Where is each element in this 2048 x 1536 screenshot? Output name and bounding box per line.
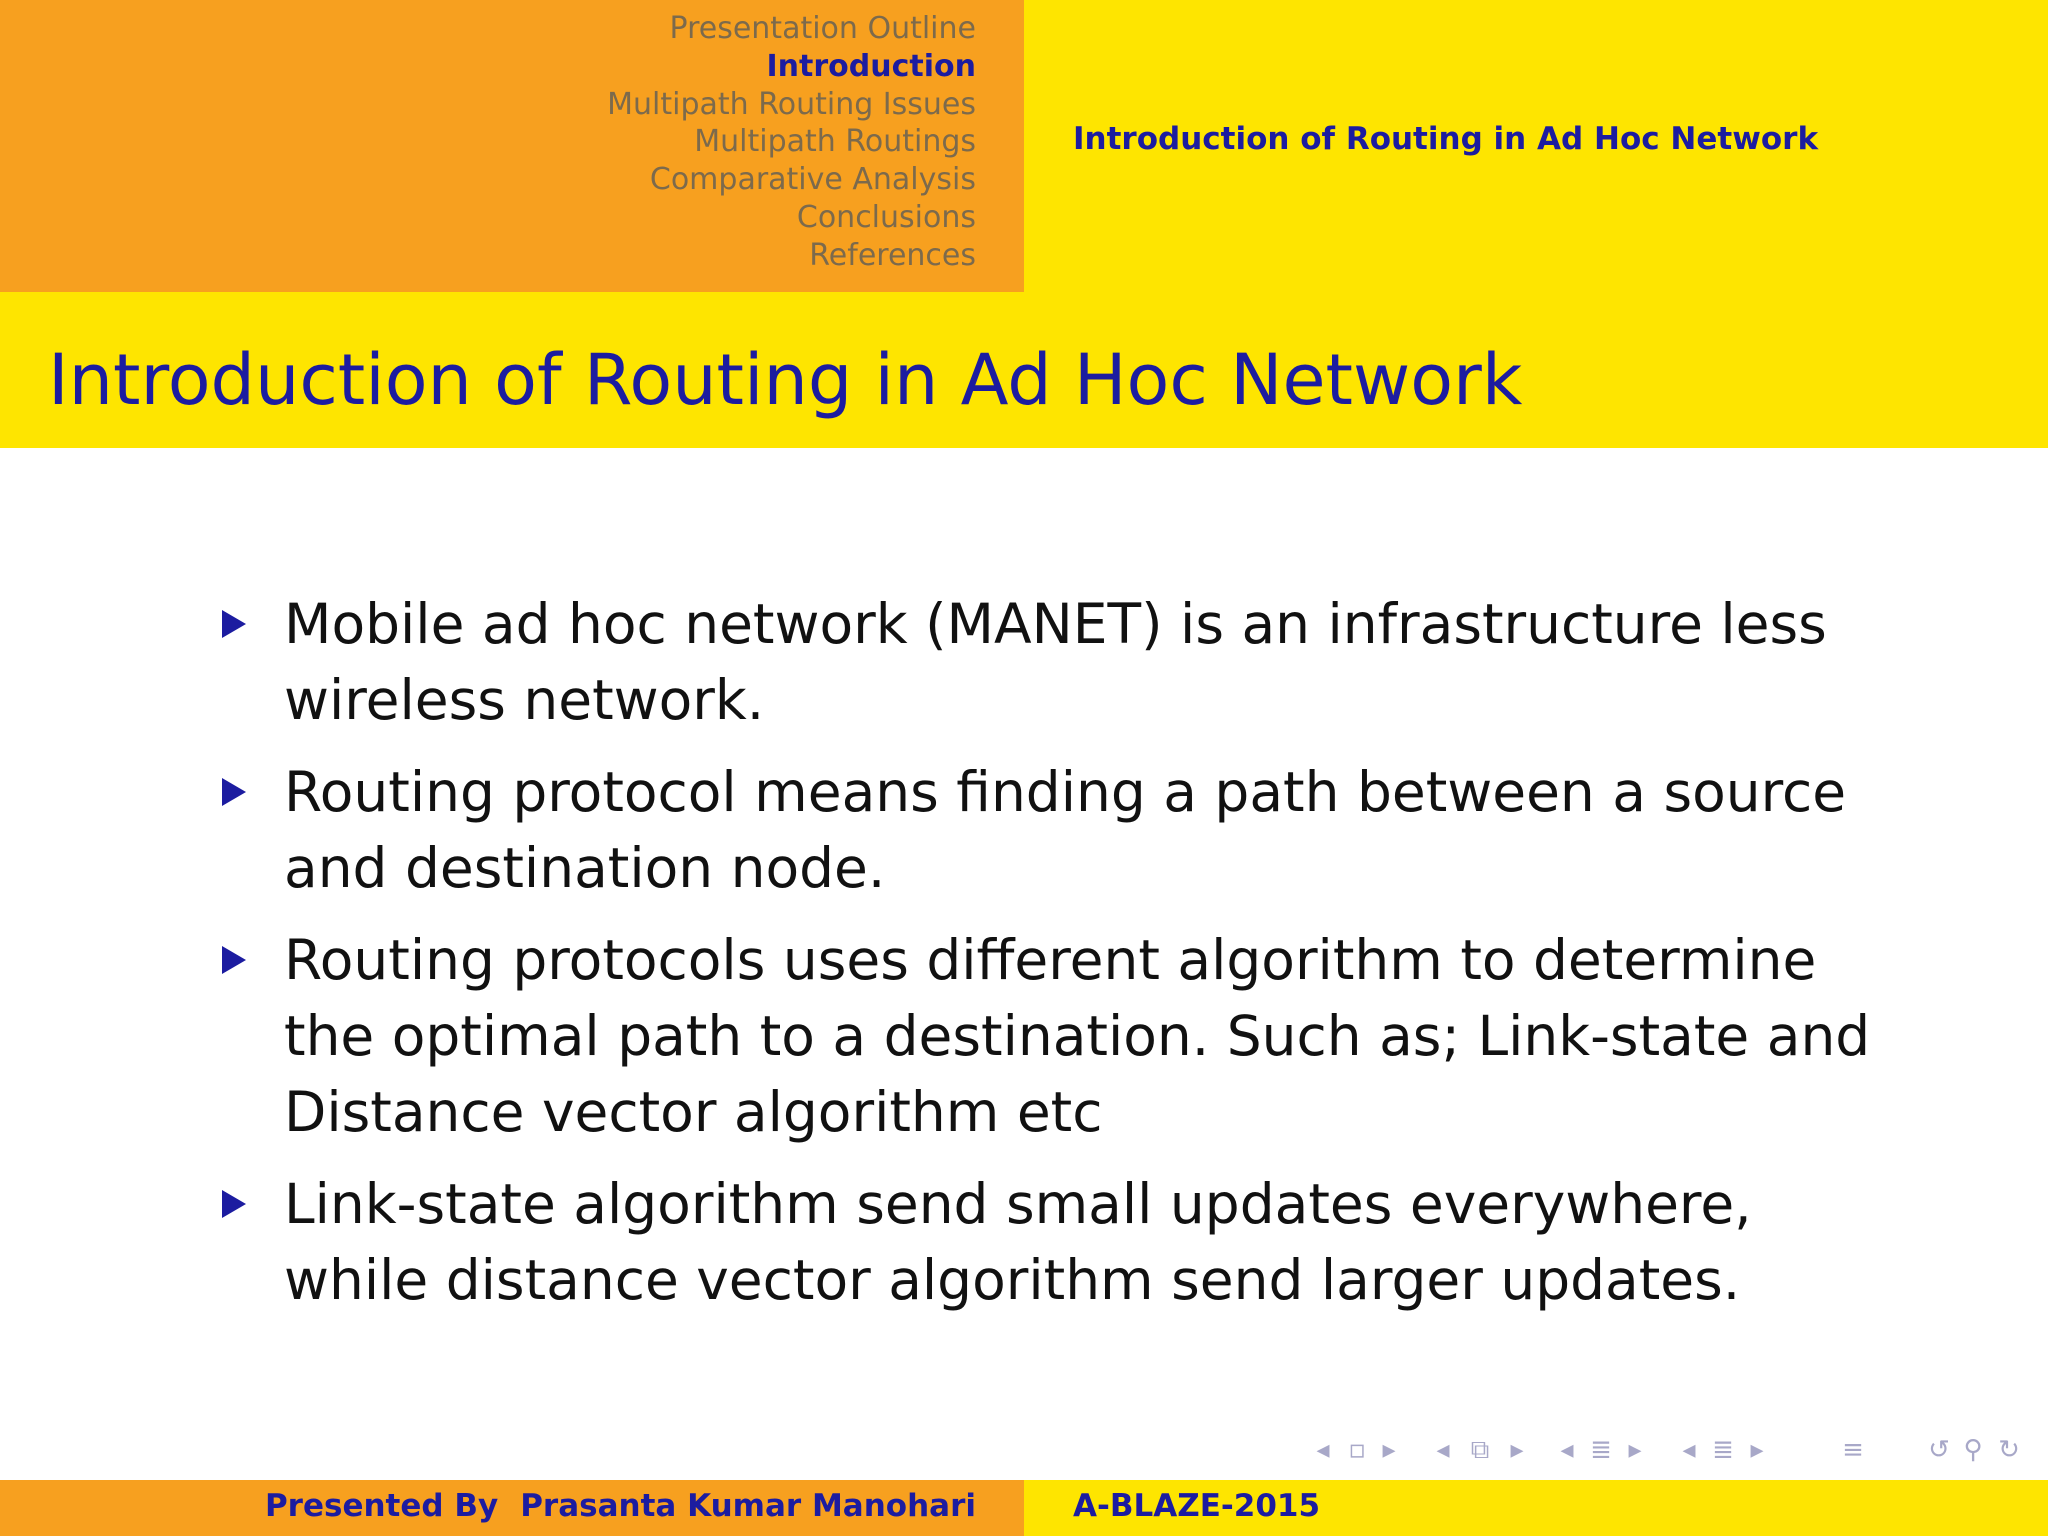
footer-presenter (265, 1488, 1024, 1524)
outline-item-comparative-analysis[interactable]: Comparative Analysis (649, 162, 976, 198)
frame-icon[interactable]: ▫ (1348, 1435, 1366, 1465)
prev-arrow-icon[interactable]: ◂ (1682, 1435, 1696, 1465)
outline-icon[interactable]: ≡ (1842, 1435, 1864, 1465)
outline-item-multipath-routings[interactable]: Multipath Routings (694, 124, 976, 160)
next-arrow-icon[interactable]: ▸ (1510, 1435, 1524, 1465)
frame-title: Introduction of Routing in Ad Hoc Network (48, 339, 1523, 421)
prev-arrow-icon[interactable]: ◂ (1436, 1435, 1450, 1465)
outline-item-introduction[interactable]: Introduction (766, 48, 976, 84)
forward-icon[interactable]: ↻ (1998, 1435, 2020, 1465)
bullet-list (214, 586, 1894, 1334)
triangle-bullet-icon (222, 610, 246, 638)
triangle-bullet-icon (222, 1190, 246, 1218)
list-item (214, 754, 1894, 906)
next-arrow-icon[interactable]: ▸ (1382, 1435, 1396, 1465)
bullet-text: Routing protocols uses different algorithm to determine the optimal path to a destination. Such as; Link-state and Distance vector algorithm etc (284, 928, 1871, 1144)
bullet-text: Mobile ad hoc network (MANET) is an infrastructure less wireless network. (284, 592, 1827, 732)
bullet-text: Routing protocol means finding a path between a source and destination node. (284, 760, 1847, 900)
footer-event: A-BLAZE-2015 (1073, 1488, 1321, 1524)
list-item (214, 922, 1894, 1150)
section-outline (607, 10, 1024, 275)
prev-arrow-icon[interactable]: ◂ (1316, 1435, 1330, 1465)
presenter-label: Presented By (264, 1488, 499, 1524)
outline-item-multipath-routing-issues[interactable]: Multipath Routing Issues (607, 86, 976, 122)
bullet-text: Link-state algorithm send small updates everywhere, while distance vector algorithm send larger updates. (284, 1172, 1752, 1312)
subsection-icon[interactable]: ⧉ (1470, 1435, 1490, 1465)
list-item (214, 1166, 1894, 1318)
current-subsection-title: Introduction of Routing in Ad Hoc Network (1073, 121, 1819, 157)
next-arrow-icon[interactable]: ▸ (1628, 1435, 1642, 1465)
outline-item-presentation-outline[interactable]: Presentation Outline (669, 11, 976, 46)
outline-item-conclusions[interactable]: Conclusions (796, 199, 976, 235)
back-icon[interactable]: ↺ (1928, 1435, 1950, 1465)
presenter-name: Prasanta Kumar Manohari (520, 1488, 976, 1524)
section-icon[interactable]: ≣ (1590, 1435, 1612, 1465)
triangle-bullet-icon (222, 778, 246, 806)
prev-arrow-icon[interactable]: ◂ (1560, 1435, 1574, 1465)
navigation-controls (1310, 1432, 2042, 1468)
outline-item-references[interactable]: References (809, 237, 976, 273)
search-icon[interactable]: ⚲ (1963, 1435, 1983, 1465)
next-arrow-icon[interactable]: ▸ (1750, 1435, 1764, 1465)
document-icon[interactable]: ≣ (1712, 1435, 1734, 1465)
triangle-bullet-icon (222, 946, 246, 974)
list-item (214, 586, 1894, 738)
